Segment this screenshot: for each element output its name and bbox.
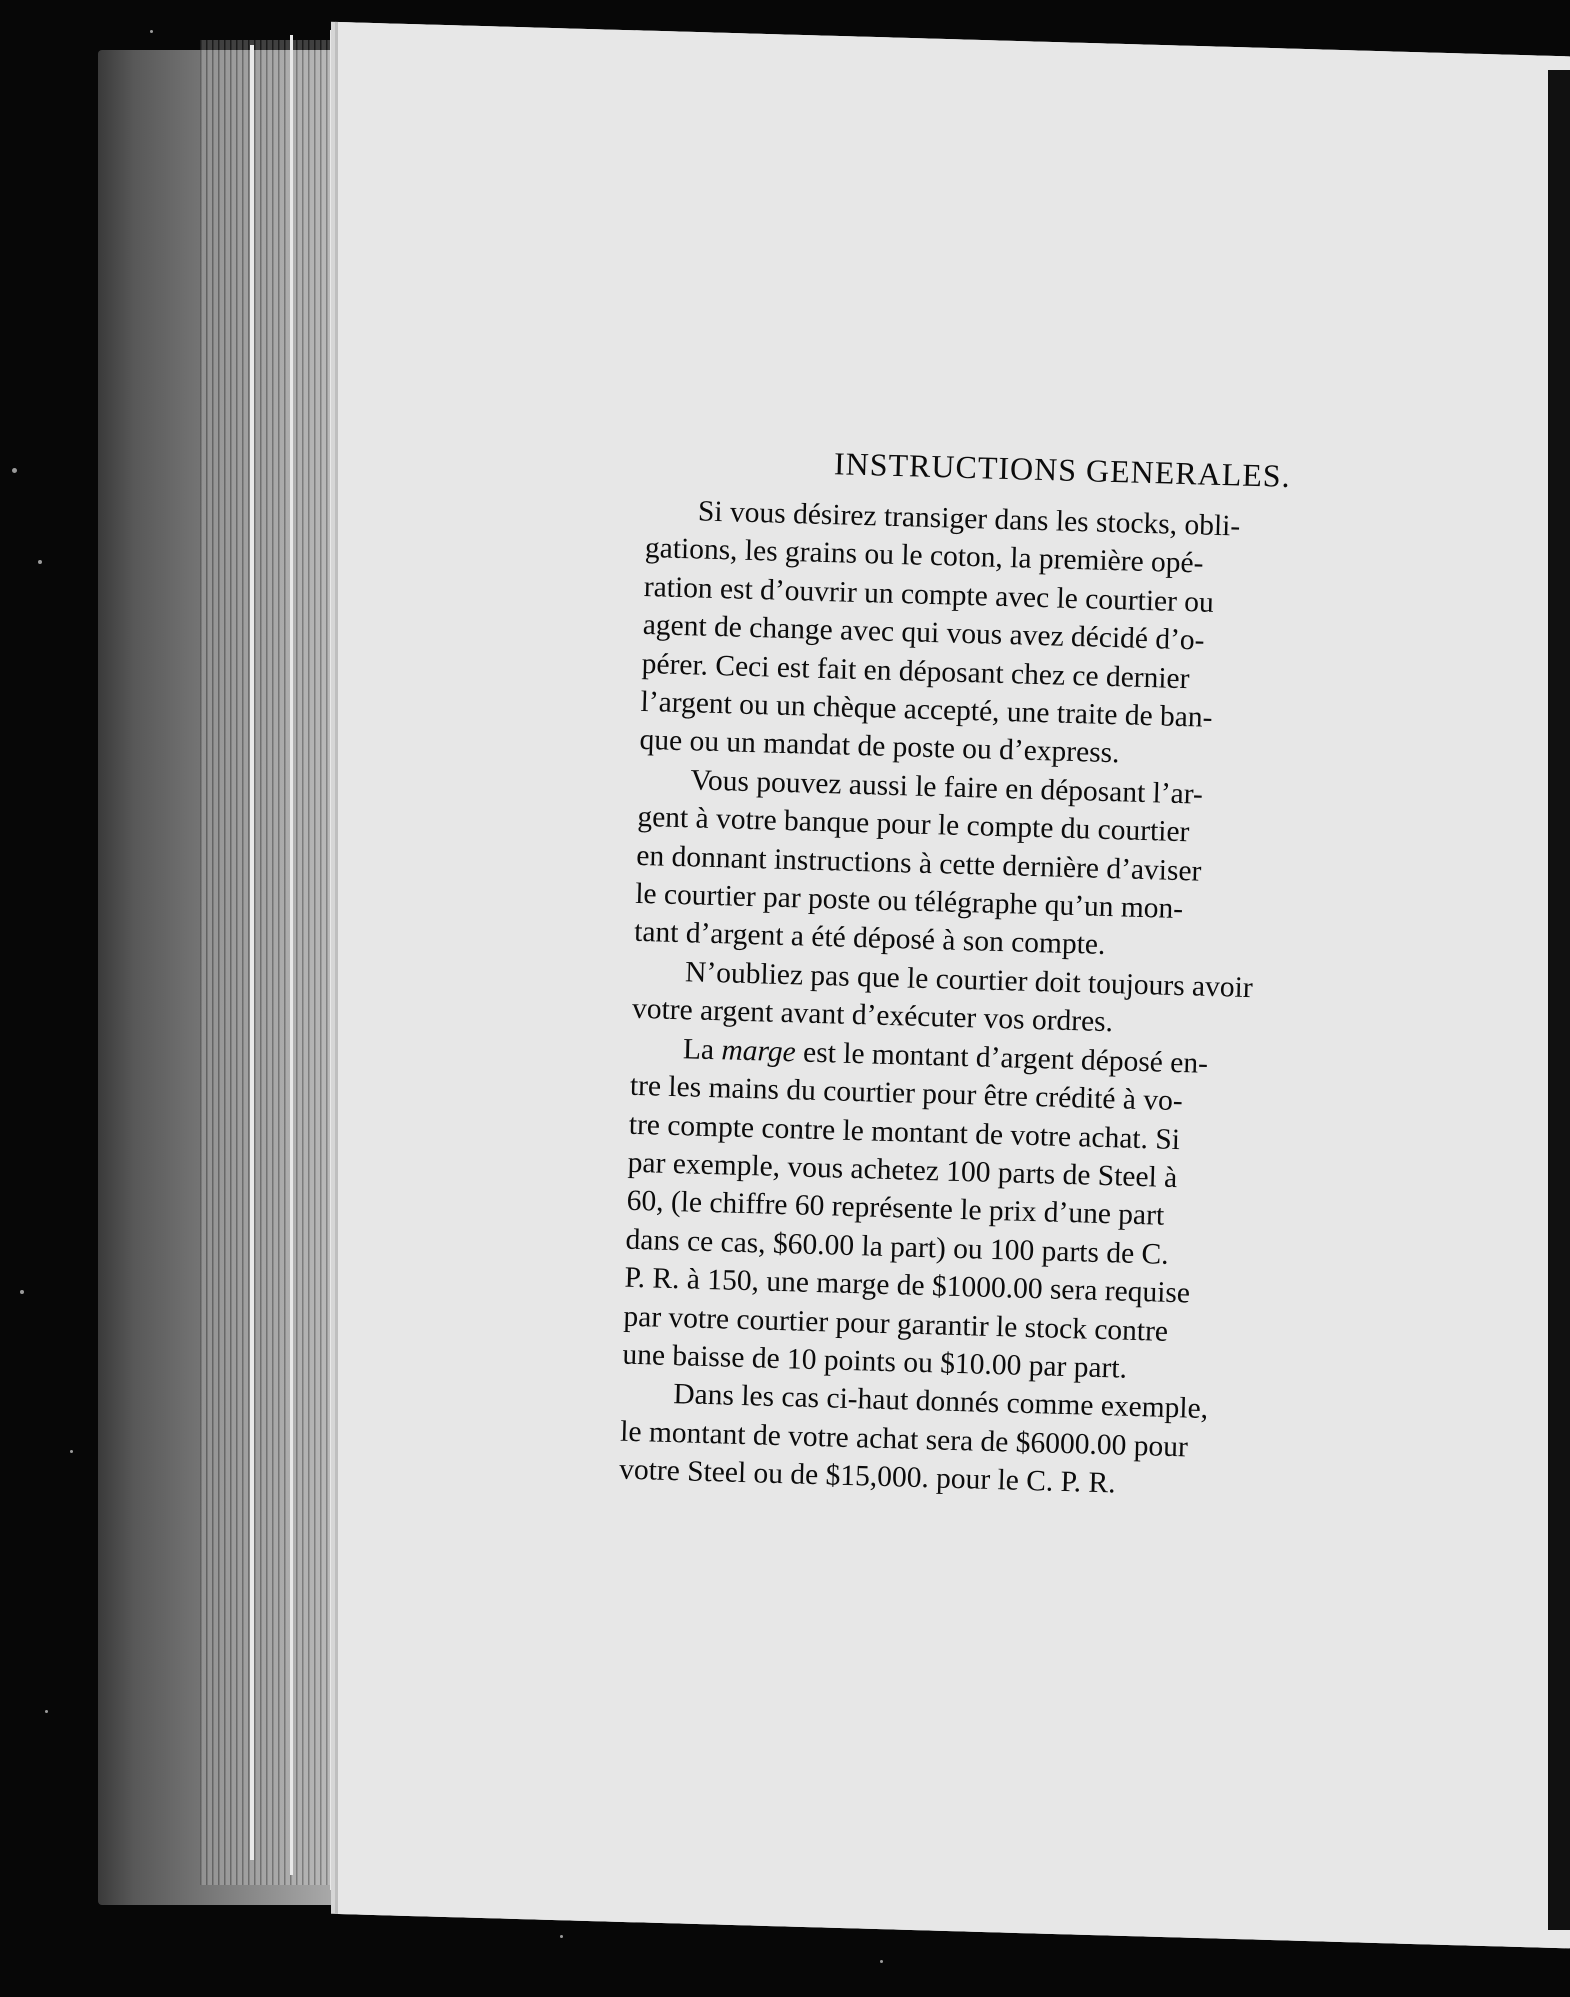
text-line: votre argent avant d’exécuter vos ordres. <box>631 993 1114 1039</box>
text-line: le courtier par poste ou télégraphe qu’un mon- <box>634 877 1184 926</box>
page-gutter-shadow <box>1548 70 1570 1930</box>
dust-speck <box>560 1935 563 1938</box>
text-line: tre les mains du courtier pour être crédité à vo- <box>629 1069 1184 1118</box>
text-line: par votre courtier pour garantir le stock contre <box>623 1300 1169 1348</box>
text-line: dans ce cas, $60.00 la part) ou 100 parts de C. <box>625 1223 1170 1271</box>
dust-speck <box>150 30 153 33</box>
emphasized-term: marge <box>721 1033 797 1069</box>
page-edge-stripe <box>330 30 333 1890</box>
text-line: gations, les grains ou le coton, la première opé- <box>644 532 1204 580</box>
text-line: par exemple, vous achetez 100 parts de Steel à <box>627 1146 1178 1194</box>
text-line: votre Steel ou de $15,000. pour le C. P. R. <box>618 1453 1117 1500</box>
page-text-block <box>619 440 1448 1511</box>
text-line: tant d’argent a été déposé à son compte. <box>633 916 1106 962</box>
text-line: une baisse de 10 points ou $10.00 par part. <box>622 1338 1128 1385</box>
text-line: pérer. Ceci est fait en déposant chez ce dernier <box>641 647 1190 695</box>
text-line: Dans les cas ci-haut donnés comme exemple, <box>672 1378 1209 1426</box>
text-line: que ou un mandat de poste ou d’express. <box>639 724 1120 770</box>
text-line: l’argent ou un chèque accepté, une traite de ban- <box>640 685 1213 734</box>
dust-speck <box>45 1710 48 1713</box>
dust-speck <box>70 1450 73 1453</box>
text-line: agent de change avec qui vous avez décidé d’o- <box>642 609 1205 657</box>
dust-speck <box>880 1960 883 1963</box>
text-fragment: est le montant d’argent déposé en- <box>795 1036 1209 1080</box>
text-line: en donnant instructions à cette dernière d’aviser <box>635 839 1202 888</box>
dust-speck <box>20 1290 24 1294</box>
text-line: le montant de votre achat sera de $6000.00 pour <box>619 1415 1189 1464</box>
text-line: P. R. à 150, une marge de $1000.00 sera requise <box>624 1261 1191 1310</box>
text-line: ration est d’ouvrir un compte avec le courtier ou <box>643 570 1215 619</box>
text-line: Vous pouvez aussi le faire en déposant l’ar- <box>690 764 1204 811</box>
text-fragment: La <box>682 1032 722 1066</box>
text-line: N’oubliez pas que le courtier doit toujours avoir <box>684 956 1254 1004</box>
text-line: 60, (le chiffre 60 représente le prix d’une part <box>626 1185 1165 1233</box>
dust-speck <box>38 560 42 564</box>
page-edge-stripe <box>290 35 293 1875</box>
page-heading: INSTRUCTIONS GENERALES. <box>833 445 1292 494</box>
page-edge-stripe <box>250 45 254 1860</box>
text-line: gent à votre banque pour le compte du courtier <box>637 801 1190 849</box>
body-lines <box>619 491 1447 1512</box>
text-line: Si vous désirez transiger dans les stocks, obli- <box>697 495 1241 543</box>
dust-speck <box>12 468 17 473</box>
text-line: tre compte contre le montant de votre achat. Si <box>628 1108 1181 1156</box>
